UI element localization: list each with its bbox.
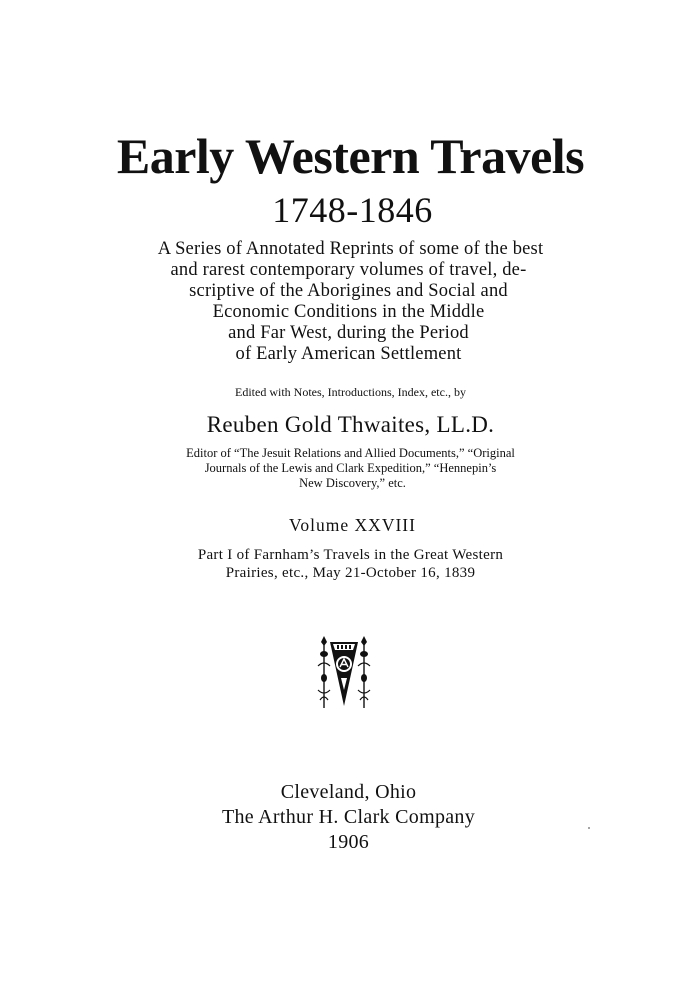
author-credentials-line: New Discovery,” etc.: [299, 476, 406, 490]
imprint-publisher: The Arthur H. Clark Company: [221, 806, 476, 828]
part-description-line: Prairies, etc., May 21-October 16, 1839: [225, 565, 476, 581]
description-line: of Early American Settlement: [235, 344, 462, 364]
description-line: and Far West, during the Period: [228, 323, 469, 343]
description-line: and rarest contemporary volumes of travel, de-: [170, 260, 527, 280]
imprint-year: 1906: [327, 831, 370, 853]
volume-number: Volume XXVIII: [289, 515, 416, 535]
author-credentials-line: Journals of the Lewis and Clark Expedition,” “Hennepin’s: [204, 461, 497, 475]
paper-speck: [588, 827, 590, 829]
author-credentials-line: Editor of “The Jesuit Relations and Allied Documents,” “Original: [186, 446, 515, 460]
book-title: Early Western Travels: [116, 128, 585, 184]
date-range: 1748-1846: [272, 190, 433, 230]
description-line: A Series of Annotated Reprints of some of the best: [157, 239, 544, 259]
description-line: Economic Conditions in the Middle: [212, 302, 485, 322]
part-description-line: Part I of Farnham’s Travels in the Great Western: [197, 547, 504, 563]
printers-mark-icon: [314, 634, 374, 710]
description-line: scriptive of the Aborigines and Social and: [189, 281, 508, 301]
edited-by-line: Edited with Notes, Introductions, Index, etc., by: [235, 385, 466, 399]
imprint-place: Cleveland, Ohio: [280, 781, 417, 803]
author-name: Reuben Gold Thwaites, LL.D.: [206, 412, 495, 437]
